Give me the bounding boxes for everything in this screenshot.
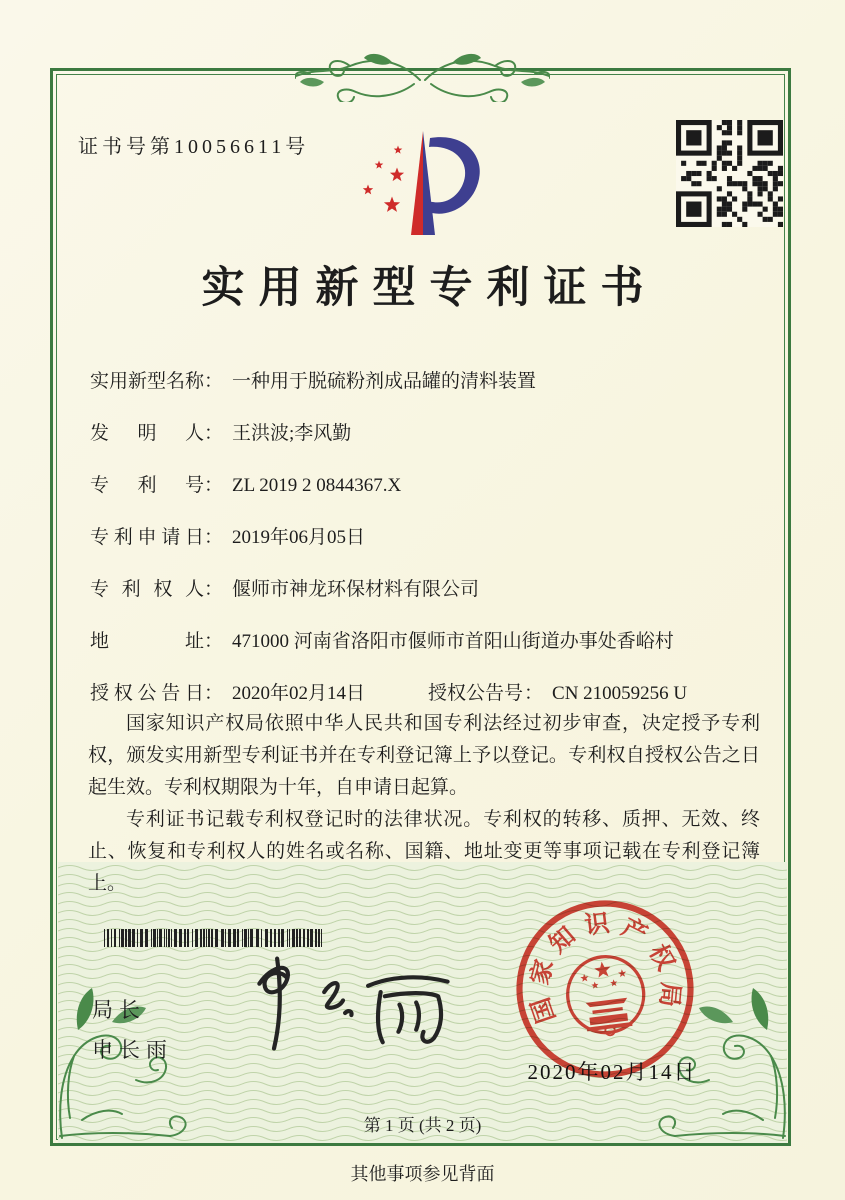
field-row-filing-date: 专利申请日 ： 2019年06月05日 <box>90 524 760 551</box>
field-label: 专利申请日 <box>90 527 204 548</box>
seal-char: 国 <box>527 993 561 1027</box>
field-value: ZL 2019 2 0844367.X <box>232 475 402 496</box>
seal-char: 识 <box>583 910 612 940</box>
field-value: CN 210059256 U <box>552 683 688 704</box>
field-label: 专利权人 <box>90 579 204 600</box>
qr-code-icon <box>676 120 783 227</box>
field-label: 专利号 <box>90 475 204 496</box>
field-row-address: 地址 ： 471000 河南省洛阳市偃师市首阳山街道办事处香峪村 <box>90 628 760 655</box>
legal-paragraph-1: 国家知识产权局依照中华人民共和国专利法经过初步审查，决定授予专利权，颁发实用新型专利证书并在专利登记簿上予以登记。专利权自授权公告之日起生效。专利权期限为十年，自申请日起算。 <box>88 713 760 798</box>
field-row-patentee: 专利权人 ： 偃师市神龙环保材料有限公司 <box>90 576 760 603</box>
issuer-block <box>92 990 173 1070</box>
seal-char: 局 <box>654 981 684 1009</box>
field-value: 一种用于脱硫粉剂成品罐的清料装置 <box>232 371 537 392</box>
field-label: 地址 <box>90 631 204 652</box>
seal-char: 知 <box>544 922 581 959</box>
field-value: 2020年02月14日 <box>232 683 366 704</box>
page-number: 第 1 页 (共 2 页) <box>363 1116 482 1135</box>
field-label: 授权公告日 <box>90 683 204 704</box>
issuer-name: 申长雨 <box>92 1038 173 1062</box>
signature-shen-changyu-icon <box>228 952 458 1052</box>
national-emblem <box>563 952 648 1040</box>
field-value: 王洪波;李风勤 <box>232 423 352 444</box>
top-scrollwork-ornament-icon <box>295 40 550 102</box>
grant-date: 2020年02月14日 <box>527 1060 697 1084</box>
legal-paragraph-2: 专利证书记载专利权登记时的法律状况。专利权的转移、质押、无效、终止、恢复和专利权人的姓名或名称、国籍、地址变更等事项记载在专利登记簿上。 <box>88 809 760 894</box>
field-row-grant: 授权公告日 ： 2020年02月14日 授权公告号 ： CN 210059256 U <box>90 680 760 707</box>
seal-char: 家 <box>526 956 559 988</box>
certificate-number: 证书号第10056611号 <box>78 136 310 158</box>
fields-section <box>90 368 760 732</box>
field-value: 471000 河南省洛阳市偃师市首阳山街道办事处香峪村 <box>232 631 674 652</box>
field-label: 实用新型名称 <box>90 371 205 392</box>
barcode-icon <box>104 929 326 947</box>
field-value: 偃师市神龙环保材料有限公司 <box>232 579 480 600</box>
back-side-note: 其他事项参见背面 <box>350 1164 495 1184</box>
certificate-title: 实用新型专利证书 <box>201 265 658 312</box>
field-value: 2019年06月05日 <box>232 527 366 548</box>
field-label: 发明人 <box>90 423 204 444</box>
logo-stars <box>363 146 404 212</box>
cnipa-logo-icon <box>340 124 490 242</box>
legal-text <box>88 708 760 900</box>
field-row-patent-number: 专利号 ： ZL 2019 2 0844367.X <box>90 472 760 499</box>
field-row-inventor: 发明人 ： 王洪波;李风勤 <box>90 420 760 447</box>
issuer-role: 局长 <box>92 998 146 1022</box>
seal-char: 产 <box>617 913 652 950</box>
field-label: 授权公告号 <box>428 683 524 704</box>
field-row-name: 实用新型名称 ： 一种用于脱硫粉剂成品罐的清料装置 <box>90 368 760 395</box>
seal-char: 权 <box>643 940 680 976</box>
